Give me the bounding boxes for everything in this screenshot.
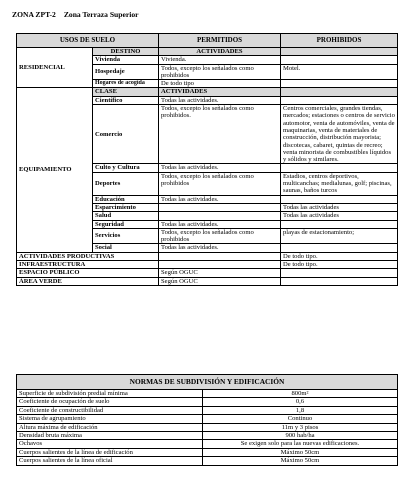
row-prohibited: [281, 220, 398, 228]
table-row: [17, 423, 398, 431]
row-permitted: Todas las actividades.: [159, 220, 281, 228]
norm-value: 0,6: [203, 398, 398, 406]
table-row: [17, 261, 398, 269]
row-permitted: De todo tipo: [159, 80, 281, 88]
norm-value: 800m²: [203, 390, 398, 398]
row-permitted: Según OGUC: [159, 277, 281, 285]
table-row: [17, 277, 398, 285]
norm-value: Máximo 50cm: [203, 457, 398, 465]
row-permitted: Todos, excepto los señalados como prohibidos: [159, 228, 281, 244]
norm-value: 900 hab/ha: [203, 432, 398, 440]
norm-value: Se exigen solo para las nuevas edificaciones.: [203, 440, 398, 448]
norm-label: Ochavos: [17, 440, 203, 448]
row-name: ACTIVIDADES PRODUCTIVAS: [17, 252, 159, 260]
norm-label: Superficie de subdivisión predial mínima: [17, 390, 203, 398]
norm-label: Cuerpos salientes de la línea de edificación: [17, 448, 203, 456]
norm-value: Continuo: [203, 415, 398, 423]
row-permitted: [159, 212, 281, 220]
row-prohibited: [281, 80, 398, 88]
row-permitted: Todas las actividades.: [159, 96, 281, 104]
row-prohibited: Todas las actividades: [281, 212, 398, 220]
header-uses: USOS DE SUELO: [17, 34, 159, 48]
row-prohibited: [281, 195, 398, 203]
row-name: Culto y Cultura: [93, 164, 159, 172]
row-permitted: Todos, excepto los señalados como prohibidos: [159, 172, 281, 195]
norm-label: Altura máxima de edificación: [17, 423, 203, 431]
row-permitted: [159, 203, 281, 211]
row-prohibited: [281, 56, 398, 64]
land-use-table: [16, 33, 398, 286]
row-name: Esparcimiento: [93, 203, 159, 211]
row-prohibited: Estadios, centros deportivos, multicanchas; medialunas, golf; piscinas, saunas, baños turcos: [281, 172, 398, 195]
row-prohibited: Todas las actividades: [281, 203, 398, 211]
section-residencial: RESIDENCIAL: [17, 48, 93, 88]
zone-title: [12, 10, 139, 19]
norm-value: Máximo 50cm: [203, 448, 398, 456]
row-prohibited: [281, 96, 398, 104]
subheader-actividades: ACTIVIDADES: [159, 88, 281, 96]
table-row: [17, 269, 398, 277]
row-permitted: Vivienda.: [159, 56, 281, 64]
header-prohibited: PROHIBIDOS: [281, 34, 398, 48]
subheader-blank: [281, 88, 398, 96]
row-prohibited: [281, 277, 398, 285]
row-prohibited: De todo tipo.: [281, 261, 398, 269]
row-name: Servicios: [93, 228, 159, 244]
row-name: Deportes: [93, 172, 159, 195]
norms-title: NORMAS DE SUBDIVISIÓN Y EDIFICACIÓN: [17, 375, 398, 390]
row-name: Seguridad: [93, 220, 159, 228]
table-row: [17, 398, 398, 406]
row-name: INFRAESTRUCTURA: [17, 261, 159, 269]
table-row: [17, 406, 398, 414]
row-name: Salud: [93, 212, 159, 220]
norm-label: Sistema de agrupamiento: [17, 415, 203, 423]
norms-table: [16, 374, 398, 466]
table-row: [17, 457, 398, 465]
table-row: [17, 252, 398, 260]
row-name: ÁREA VERDE: [17, 277, 159, 285]
row-permitted: Todas las actividades.: [159, 195, 281, 203]
row-prohibited: De todo tipo.: [281, 252, 398, 260]
row-name: Científico: [93, 96, 159, 104]
table-row: [17, 440, 398, 448]
row-name: Social: [93, 244, 159, 252]
row-permitted: [159, 261, 281, 269]
row-prohibited: [281, 164, 398, 172]
section-equipamiento: EQUIPAMIENTO: [17, 88, 93, 252]
norm-value: 1,8: [203, 406, 398, 414]
row-prohibited: Centros comerciales, grandes tiendas, mercados; estaciones o centros de servicio automotor, venta de automóviles, venta de maquinarias, venta de materiales de construcción, distribución mayorista; discotecas, cabaret, quintas de recreo; venta minorista de combustibles líquidos y sólidos y similares.: [281, 105, 398, 164]
row-name: Vivienda: [93, 56, 159, 64]
row-permitted: Todas las actividades.: [159, 164, 281, 172]
row-name: Educación: [93, 195, 159, 203]
row-permitted: Todas las actividades.: [159, 244, 281, 252]
subheader-destino: DESTINO: [93, 48, 159, 56]
subheader-clase: CLASE: [93, 88, 159, 96]
row-name: Comercio: [93, 105, 159, 164]
table-row: [17, 448, 398, 456]
row-prohibited: Motel.: [281, 64, 398, 80]
zone-name: Zona Terraza Superior: [63, 10, 139, 19]
row-permitted: [159, 252, 281, 260]
norm-label: Coeficiente de constructibilidad: [17, 406, 203, 414]
row-permitted: Según OGUC: [159, 269, 281, 277]
row-permitted: Todos, excepto los señalados como prohibidos: [159, 64, 281, 80]
norm-value: 11m y 3 pisos: [203, 423, 398, 431]
row-name: Hogares de acogida: [93, 80, 159, 88]
table-row: [17, 390, 398, 398]
table-row: [17, 432, 398, 440]
row-prohibited: [281, 269, 398, 277]
subheader-blank: [281, 48, 398, 56]
norm-label: Cuerpos salientes de la línea oficial: [17, 457, 203, 465]
header-permitted: PERMITIDOS: [159, 34, 281, 48]
table-row: [17, 415, 398, 423]
row-prohibited: playas de estacionamiento;: [281, 228, 398, 244]
norm-label: Densidad bruta máxima: [17, 432, 203, 440]
row-prohibited: [281, 244, 398, 252]
subheader-actividades: ACTIVIDADES: [159, 48, 281, 56]
row-name: ESPACIO PÚBLICO: [17, 269, 159, 277]
row-name: Hospedaje: [93, 64, 159, 80]
norm-label: Coeficiente de ocupación de suelo: [17, 398, 203, 406]
zone-code: ZONA ZPT-2: [12, 10, 56, 19]
row-permitted: Todos, excepto los señalados como prohibidos.: [159, 105, 281, 164]
